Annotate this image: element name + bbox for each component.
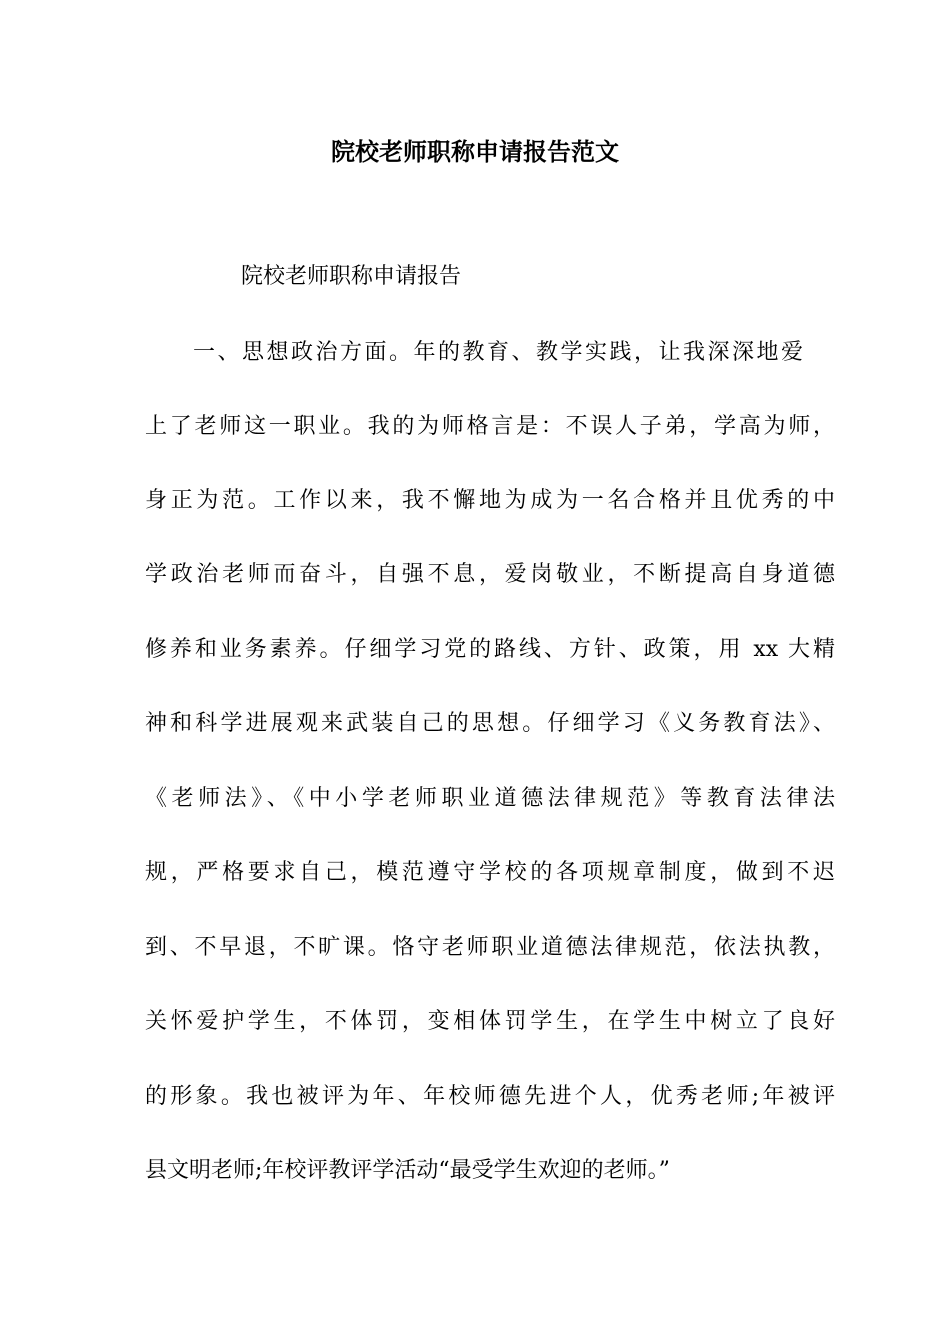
paragraph-line: 神和科学进展观来武装自己的思想。仔细学习《义务教育法》、 (145, 711, 835, 736)
document-subtitle: 院校老师职称申请报告 (241, 264, 462, 289)
document-title: 院校老师职称申请报告范文 (331, 137, 619, 166)
paragraph-line: 学政治老师而奋斗，自强不息，爱岗敬业，不断提高自身道德 (145, 562, 835, 587)
paragraph-line: 到、不早退，不旷课。恪守老师职业道德法律规范，依法执教， (145, 935, 835, 960)
paragraph-line: 《老师法》、《中小学老师职业道德法律规范》等教育法律法 (145, 786, 835, 811)
paragraph-line: 上了老师这一职业。我的为师格言是：不误人子弟，学高为师， (145, 414, 835, 439)
paragraph-line: 关怀爱护学生，不体罚，变相体罚学生，在学生中树立了良好 (145, 1009, 835, 1034)
paragraph-line: 修养和业务素养。仔细学习党的路线、方针、政策，用 xx 大精 (145, 637, 835, 662)
paragraph-line: 一、思想政治方面。年的教育、教学实践，让我深深地爱 (193, 340, 803, 365)
paragraph-line: 规，严格要求自己，模范遵守学校的各项规章制度，做到不迟 (145, 860, 835, 885)
paragraph-line: 身正为范。工作以来，我不懈地为成为一名合格并且优秀的中 (145, 488, 835, 513)
paragraph-line: 的形象。我也被评为年、年校师德先进个人，优秀老师;年被评 (145, 1084, 835, 1109)
paragraph-line: 县文明老师;年校评教评学活动“最受学生欢迎的老师。” (145, 1158, 670, 1183)
